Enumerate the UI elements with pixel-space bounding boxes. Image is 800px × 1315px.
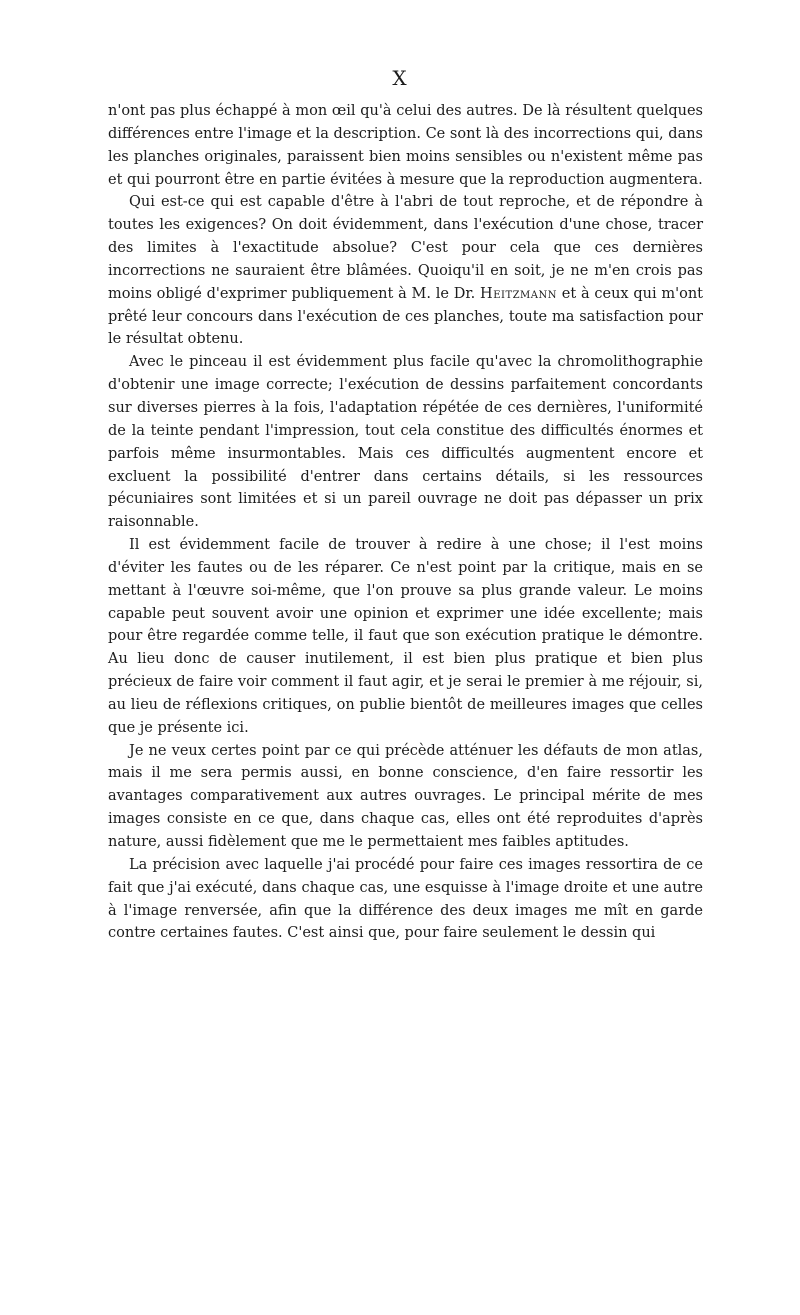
paragraph-2-continuation: et à ceux qui m'ont prêté leur concours dans l'exécution de ces planches, toute ma satisfaction pour le résultat obtenu. xyxy=(108,285,703,348)
page-number: X xyxy=(392,66,408,90)
author-name: Heitzmann xyxy=(480,285,558,302)
paragraph-3: Avec le pinceau il est évidemment plus facile qu'avec la chromolithographie d'obtenir une image correcte; l'exécution de dessins parfaitement concordants sur diverses pierres à la fois, l'adaptation répétée de ces dernières, l'uniformité de la teinte pendant l'impression, tout cela constitue des difficultés énormes et parfois même insurmontables. Mais ces difficultés augmentent encore et excluent la possibilité d'entrer dans certains détails, si les ressources pécuniaires sont limitées et si un pareil ouvrage ne doit pas dépasser un prix raisonnable. xyxy=(108,354,703,531)
paragraph-2-text: Qui est-ce qui est capable d'être à l'abri de tout reproche, et de répondre à toutes les exigences? On doit évidemment, dans l'exécution d'une chose, tracer des limites à l'exactitude absolue? C'est pour cela que ces dernières incorrections ne sauraient être blâmées. Quoiqu'il en soit, je ne m'en crois pas moins obligé d'exprimer publiquement à M. le Dr. xyxy=(108,194,703,302)
paragraph-6: La précision avec laquelle j'ai procédé pour faire ces images ressortira de ce fait que j'ai exécuté, dans chaque cas, une esquisse à l'image droite et une autre à l'image renversée, afin que la différence des deux images me mît en garde contre certaines fautes. C'est ainsi que, pour faire seulement le dessin qui xyxy=(108,856,703,942)
body-text xyxy=(108,100,703,945)
paragraph-4: Il est évidemment facile de trouver à redire à une chose; il l'est moins d'éviter les fautes ou de les réparer. Ce n'est point par la critique, mais en se mettant à l'œuvre soi-même, que l'on prouve sa plus grande valeur. Le moins capable peut souvent avoir une opinion et exprimer une idée excellente; mais pour être regardée comme telle, il faut que son exécution pratique le démontre. Au lieu donc de causer inutilement, il est bien plus pratique et bien plus précieux de faire voir comment il faut agir, et je serai le premier à me réjouir, si, au lieu de réflexions critiques, on publie bientôt de meilleures images que celles que je présente ici. xyxy=(108,537,703,736)
paragraph-2 xyxy=(108,191,703,351)
paragraph-1: n'ont pas plus échappé à mon œil qu'à celui des autres. De là résultent quelques différences entre l'image et la description. Ce sont là des incorrections qui, dans les planches originales, paraissent bien moins sensibles ou n'existent même pas et qui pourront être en partie évitées à mesure que la reproduction augmentera. xyxy=(108,103,703,188)
paragraph-5: Je ne veux certes point par ce qui précède atténuer les défauts de mon atlas, mais il me sera permis aussi, en bonne conscience, d'en faire ressortir les avantages comparativement aux autres ouvrages. Le principal mérite de mes images consiste en ce que, dans chaque cas, elles ont été reproduites d'après nature, aussi fidèlement que me le permettaient mes faibles aptitudes. xyxy=(108,742,703,850)
